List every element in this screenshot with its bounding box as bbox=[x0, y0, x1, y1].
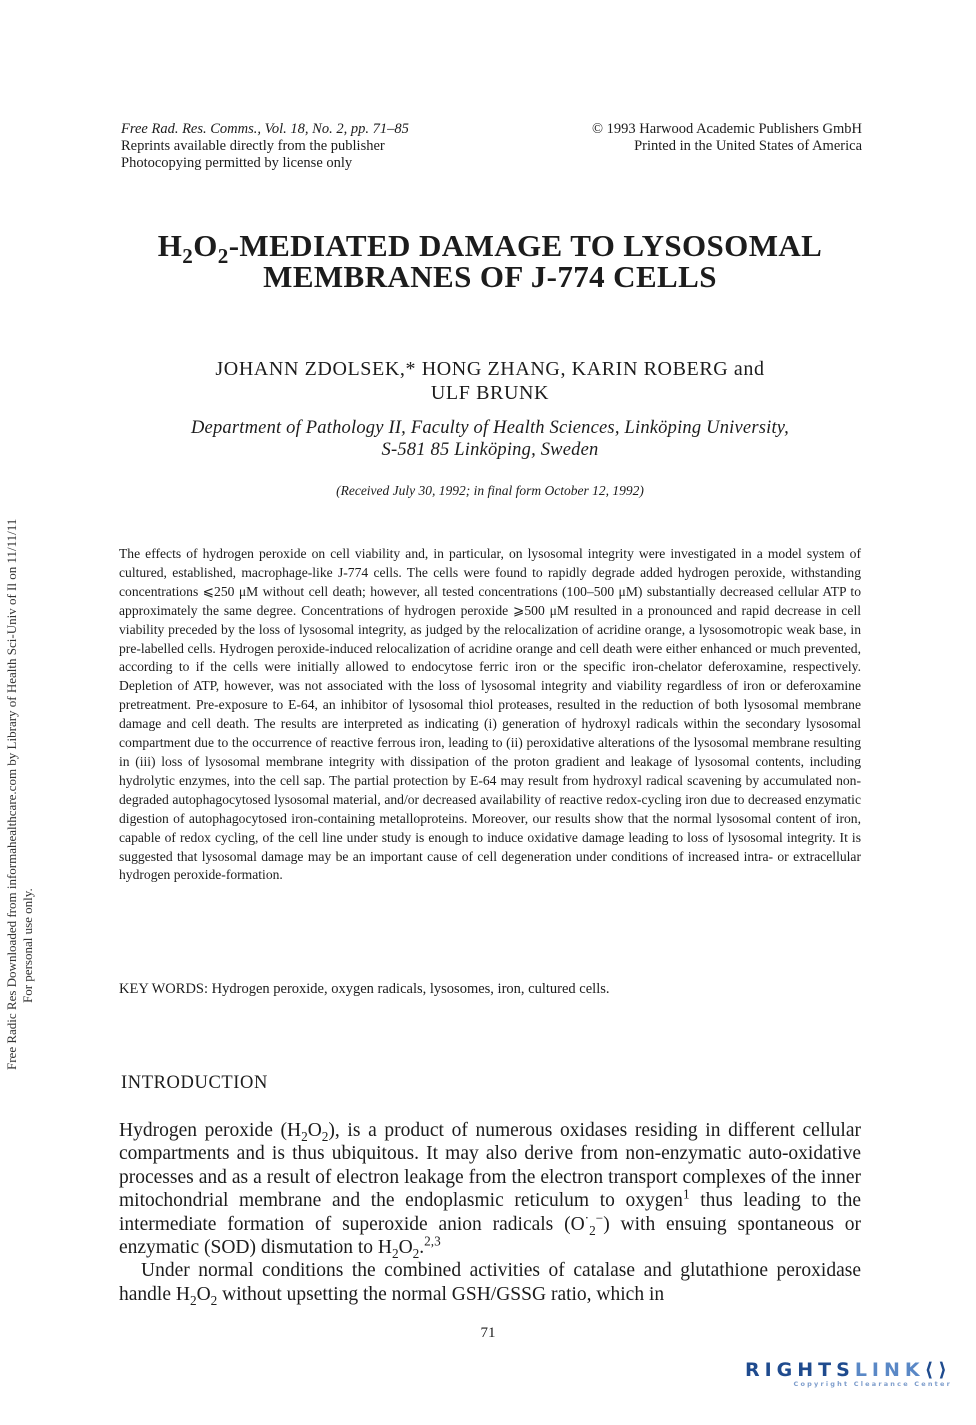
publisher-info bbox=[592, 121, 862, 155]
page-number: 71 bbox=[480, 1325, 496, 1341]
side-notice-line-1: Free Radic Res Downloaded from informahealthcare.com by Library of Health Sci-Univ of Il on 11/11/11 bbox=[4, 518, 19, 1070]
affiliation bbox=[100, 417, 880, 461]
reprints-note: Reprints available directly from the publisher bbox=[121, 138, 385, 154]
author-list bbox=[100, 357, 880, 405]
rightslink-wordmark: RIGHTSLINK⟨⟩ bbox=[744, 1359, 952, 1381]
citation-ref: 1 bbox=[682, 1186, 690, 1202]
abstract: The effects of hydrogen peroxide on cell viability and, in particular, on lysosomal integrity were investigated in a model system of cultured, established, macrophage-like J-774 cells. The cells were found to rapidly degrade added hydrogen peroxide, withstanding concentrations ⩽250 μM without cell death; however, all tested concentrations (100–500 μM) substantially decreased cellular ATP to approximately the same degree. Concentrations of hydrogen peroxide ⩾500 μM resulted in a pronounced and rapid decrease in cell viability preceded by the loss of lysosomal integrity, as judged by the relocalization of acridine orange, a lysosomotropic weak base, in pre-labelled cells. Hydrogen peroxide-induced relocalization of acridine orange and cell death were either enhanced or much prevented, according to if the cells were initially allowed to endocytose ferric iron or the specific iron-chelator deferoxamine, respectively. Depletion of ATP, however, was not associated with the loss of lysosomal integrity and viability regardless of iron or deferoxamine pretreatment. Pre-exposure to E-64, an inhibitor of lysosomal thiol proteases, resulted in the reduction of both lysosomal membrane damage and cell death. The results are interpreted as indicating (i) generation of hydroxyl radicals within the secondary lysosomal compartment due to the occurrence of reactive ferrous iron, leading to (ii) peroxidative alterations of the lysosomal membrane resulting in (iii) loss of lysosomal membrane integrity with dissipation of the proton gradient and leakage of lysosomal contents, including hydrolytic enzymes, into the cell sap. The partial protection by E-64 may result from hydroxyl radical scavening by accumulated non-degraded autophagocytosed lysosomal material, and/or decreased availability of reactive redox-cycling iron due to decreased enzymatic digestion of autophagocytosed iron-containing metalloproteins. Moreover, our results show that the normal lysosomal content of iron, capable of redox cycling, of the cell line under study is enough to induce oxidative damage leading to loss of lysosomal integrity. It is suggested that lysosomal damage may be an important cause of cell degeneration under conditions of increased intra- or extracellular hydrogen peroxide-formation. bbox=[119, 546, 861, 883]
introduction-body bbox=[119, 1119, 861, 1306]
paper-title bbox=[100, 230, 880, 292]
side-download-notice bbox=[0, 355, 42, 1070]
section-heading-introduction: INTRODUCTION bbox=[121, 1073, 268, 1093]
side-notice-line-2: For personal use only. bbox=[20, 888, 35, 1003]
photocopy-note: Photocopying permitted by license only bbox=[121, 155, 353, 171]
key-words: KEY WORDS: Hydrogen peroxide, oxygen radicals, lysosomes, iron, cultured cells. bbox=[119, 981, 610, 997]
copyright-line: © 1993 Harwood Academic Publishers GmbH bbox=[592, 121, 862, 137]
title-line-1: $H_2O_2$-MEDIATED DAMAGE TO LYSOSOMAL bbox=[157, 228, 823, 269]
title-line-2: MEMBRANES OF J-774 CELLS bbox=[263, 259, 717, 294]
journal-info bbox=[121, 121, 409, 172]
printed-line: Printed in the United States of America bbox=[634, 138, 862, 154]
rightslink-logo[interactable] bbox=[745, 1359, 952, 1388]
affiliation-line-2: S-581 85 Linköping, Sweden bbox=[381, 440, 599, 460]
intro-paragraph-2: Under normal conditions the combined activities of catalase and glutathione peroxidase handle $H_2O_2$ without upsetting the normal GSH/GSSG ratio, which in bbox=[119, 1260, 861, 1308]
citation-ref: 2,3 bbox=[424, 1233, 441, 1249]
affiliation-line-1: Department of Pathology II, Faculty of Health Sciences, Linköping University, bbox=[190, 418, 790, 438]
authors-line-1: JOHANN ZDOLSEK,* HONG ZHANG, KARIN ROBERG and bbox=[215, 358, 765, 380]
authors-line-2: ULF BRUNK bbox=[430, 382, 550, 404]
rightslink-arrow-icon: ⟨⟩ bbox=[924, 1359, 952, 1381]
received-dates: (Received July 30, 1992; in final form October 12, 1992) bbox=[336, 483, 644, 498]
journal-citation: Free Rad. Res. Comms., Vol. 18, No. 2, pp. 71–85 bbox=[121, 121, 409, 137]
intro-paragraph-1: Hydrogen peroxide $(H_2O_2)$, is a product of numerous oxidases residing in different cellular compartments and is thus ubiquitous. It may also derive from non-enzymatic auto-oxidative processes and as a result of electron leakage from the electron transport complexes of the inner mitochondrial membrane and the endoplasmic reticulum to oxygen$^1$ thus leading to the intermediate formation of superoxide anion radicals $(O^\cdot_2^-)$ with ensuing spontaneous or enzymatic (SOD) dismutation to $H_2O_2.^{2,3}$ bbox=[119, 1120, 861, 1261]
rightslink-tagline: Copyright Clearance Center bbox=[793, 1380, 952, 1388]
